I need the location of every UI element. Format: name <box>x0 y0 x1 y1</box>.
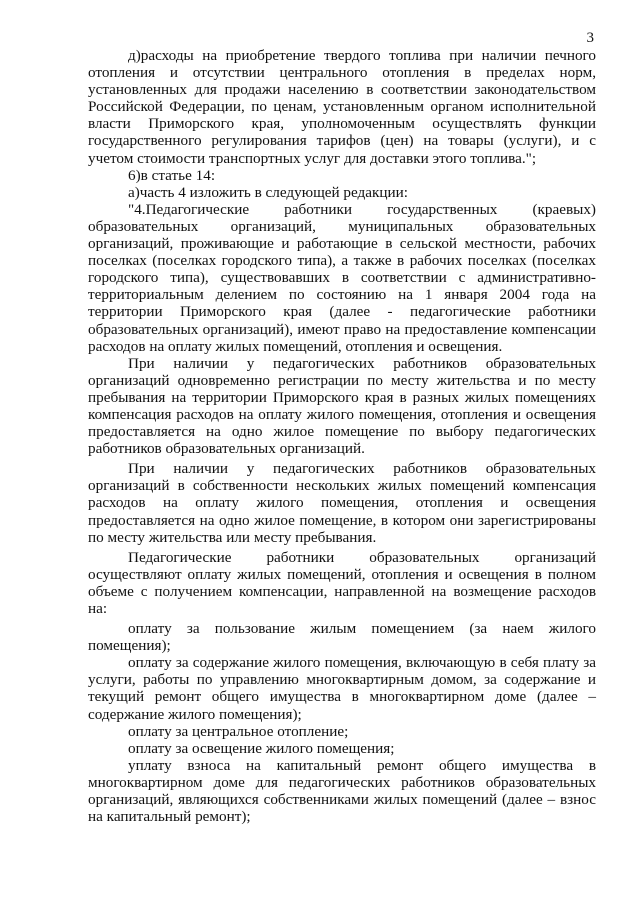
paragraph-part-4-text: "4.Педагогические работники государственных (краевых) образовательных организаций, муниципальных образовательных организаций, проживающие и работающие в сельской местности, рабочих поселках (поселках городского типа), а также в рабочих поселках (поселках городского типа), существовавших в соответствии с административно-территориальным делением по состоянию на 1 января 2004 года на территории Приморского края (далее - педагогические работники образовательных организаций), имеют право на предоставление компенсации расходов на оплату жилых помещений, отопления и освещения. <box>88 200 596 355</box>
paragraph-part-4-intro: а)часть 4 изложить в следующей редакции: <box>128 183 409 201</box>
paragraph-fuel-expenses: д)расходы на приобретение твердого топлива при наличии печного отопления и отсутствии центрального отопления в пределах норм, установленных для продажи населению в соответствии законодательством Российской Федерации, по ценам, установленным органом исполнительной власти Приморского края, уполномоченным осуществлять функции государственного регулирования тарифов (цен) на товары (услуги), и с учетом стоимости транспортных услуг для доставки этого топлива."; <box>88 47 596 167</box>
list-item-rent: оплату за пользование жилым помещением (за наем жилого помещения); <box>88 620 596 655</box>
paragraph-article-14: 6)в статье 14: <box>128 166 216 184</box>
paragraph-payment-full: Педагогические работники образовательных организаций осуществляют оплату жилых помещений, отопления и освещения в полном объеме с получением компенсации, направленной на возмещение расходов на: <box>88 548 596 617</box>
paragraph-multiple-properties: При наличии у педагогических работников образовательных организаций в собственности нескольких жилых помещений компенсация расходов на оплату жилого помещения, отопления и освещения предоставляется на одно жилое помещение, в котором они зарегистрированы по месту жительства или месту пребывания. <box>88 460 596 546</box>
list-item-lighting: оплату за освещение жилого помещения; <box>128 739 395 757</box>
paragraph-dual-registration: При наличии у педагогических работников образовательных организаций одновременно регистрации по месту жительства и по месту пребывания на территории Приморского края в разных жилых помещениях компенсация расходов на оплату жилого помещения, отопления и освещения предоставляется на одно жилое помещение по выбору педагогических работников образовательных организаций. <box>88 354 596 458</box>
page-number: 3 <box>586 30 594 46</box>
list-item-capital-repair: уплату взноса на капитальный ремонт общего имущества в многоквартирном доме для педагогических работников образовательных организаций, являющихся собственниками жилых помещений (далее – взнос на капитальный ремонт); <box>88 756 596 826</box>
document-body <box>88 47 596 825</box>
list-item-maintenance: оплату за содержание жилого помещения, включающую в себя плату за услуги, работы по управлению многоквартирным домом, за содержание и текущий ремонт общего имущества в многоквартирном доме (далее – содержание жилого помещения); <box>88 654 596 723</box>
list-item-heating: оплату за центральное отопление; <box>128 722 349 740</box>
